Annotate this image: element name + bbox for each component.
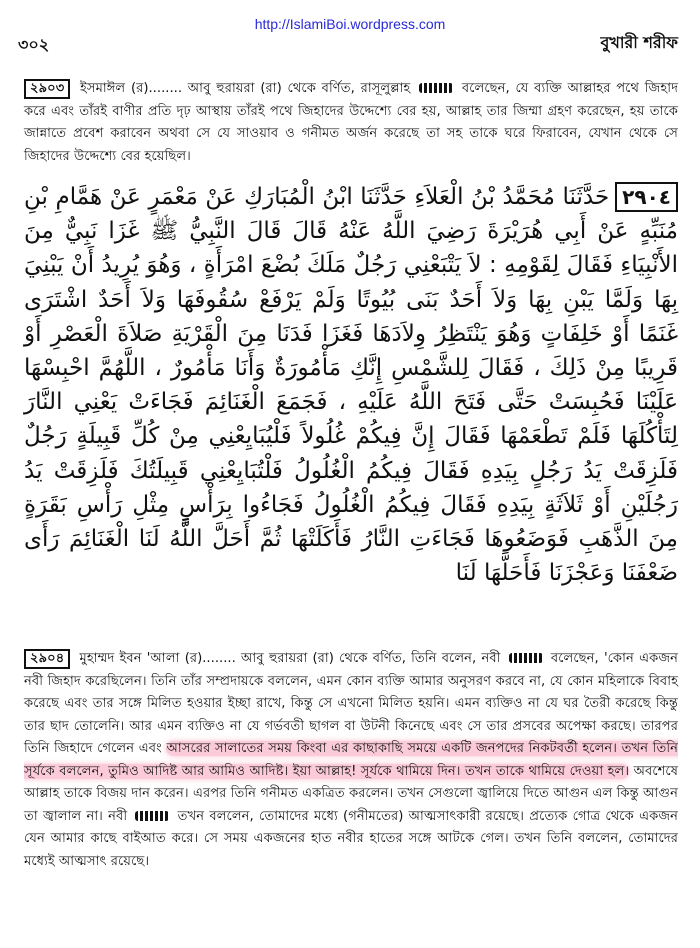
hadith-2903-bengali [24,78,678,168]
page-number: ৩০২ [18,35,50,54]
hadith-text-part: ইসমাঈল (র)........ আবু হুরায়রা (রা) থেকে বর্ণিত, রাসূলুল্লাহ [74,81,417,96]
hadith-2904-arabic [24,180,678,590]
arabic-hadith-number: ٢٩٠٤ [615,182,678,212]
hadith-2904-bengali [24,648,678,873]
hadith-text-part: মুহাম্মদ ইবন 'আলা (র)........ আবু হুরায়রা (রা) থেকে বর্ণিত, তিনি বলেন, নবী [74,651,506,666]
highlighted-passage: আসরের সালাতের সময় কিংবা এর কাছাকাছি সময়ে একটি জনপদের নিকটবর্তী হলেন। তখন তিনি সূর্যকে বললেন, তুমিও আদিষ্ট আর আমিও আদিষ্ট। ইয়া আল্লাহ! সূর্যকে থামিয়ে দিন। তখন তাকে থামিয়ে দেওয়া হল। [24,741,679,779]
hadith-text-part: অবশেষে আল্লাহ তাকে বিজয় দান করেন। এরপর তিনি গনীমত একত্রিত করলেন। তখন সেগুলো জ্বালিয়ে দিতে আগুন এল কিন্তু আগুন তা জ্বালাল না। নবী [24,763,678,824]
hadith-text-part: বলেছেন, 'কোন একজন নবী জিহাদ করেছিলেন। তিনি তাঁর সম্প্রদায়কে বললেন, এমন কোন ব্যক্তি আমার অনুসরণ করবে না, যে কোন মহিলাকে বিবাহ করেছে এবং তার সঙ্গে মিলিত হওয়ার ইচ্ছা রাখে, কিন্তু সে এখনো মিলিত হয়নি। এমন ব্যক্তিও না যে ঘর তৈরী করেছে কিন্তু তার ছাদ তোলেনি। আর এমন ব্যক্তিও না যে গর্ভবতী ছাগল বা উটনী কিনেছে এবং সে তার প্রসবের অপেক্ষা করছে। তারপর তিনি জিহাদে গেলেন এবং [24,651,678,756]
salutation-glyph-icon [419,83,453,93]
hadith-text-part: তখন বললেন, তোমাদের মধ্যে (গনীমতের) আত্মসাৎকারী রয়েছে। প্রত্যেক গোত্র থেকে একজন যেন আমার কাছে বাইআত করে। সে সময় একজনের হাত নবীর হাতের সঙ্গে আটকে গেল। তখন তিনি বললেন, তোমাদের মধ্যেই আত্মসাৎ রয়েছে। [24,808,679,869]
arabic-text: حَدَّثَنَا مُحَمَّدُ بْنُ الْعَلاَءِ حَدَّثَنَا ابْنُ الْمُبَارَكِ عَنْ مَعْمَرٍ عَنْ هَمَّامِ بْنِ مُنَبِّهٍ عَنْ أَبِي هُرَيْرَةَ رَضِيَ اللَّهُ عَنْهُ قَالَ قَالَ النَّبِيُّ ﷺ غَزَا نَبِيٌّ مِنَ الأَنْبِيَاءِ فَقَالَ لِقَوْمِهِ : لاَ يَتْبَعْنِي رَجُلٌ مَلَكَ بُضْعَ امْرَأَةٍ ، وَهُوَ يُرِيدُ أَنْ يَبْنِيَ بِهَا وَلَمَّا يَبْنِ بِهَا وَلاَ أَحَدٌ بَنَى بُيُوتًا وَلَمْ يَرْفَعْ سُقُوفَهَا وَلاَ أَحَدٌ اشْتَرَى غَنَمًا أَوْ خَلِفَاتٍ وَهُوَ يَنْتَظِرُ وِلاَدَهَا فَغَزَا فَدَنَا مِنَ الْقَرْيَةِ صَلاَةَ الْعَصْرِ أَوْ قَرِيبًا مِنْ ذَلِكَ ، فَقَالَ لِلشَّمْسِ إِنَّكِ مَأْمُورَةٌ وَأَنَا مَأْمُورٌ ، اللَّهُمَّ احْبِسْهَا عَلَيْنَا فَحُبِسَتْ حَتَّى فَتَحَ اللَّهُ عَلَيْهِ ، فَجَمَعَ الْغَنَائِمَ فَجَاءَتْ يَعْنِي النَّارَ لِتَأْكُلَهَا فَلَمْ تَطْعَمْهَا فَقَالَ إِنَّ فِيكُمْ غُلُولاً فَلْيُبَايِعْنِي مِنْ كُلِّ قَبِيلَةٍ رَجُلٌ فَلَزِقَتْ يَدُ رَجُلٍ بِيَدِهِ فَقَالَ فِيكُمُ الْغُلُولُ فَلْتُبَايِعْنِي قَبِيلَتُكَ فَلَزِقَتْ يَدُ رَجُلَيْنِ أَوْ ثَلاَثَةٍ بِيَدِهِ فَقَالَ فِيكُمُ الْغُلُولُ فَجَاءُوا بِرَأْسٍ مِثْلِ رَأْسِ بَقَرَةٍ مِنَ الذَّهَبِ فَوَضَعُوهَا فَجَاءَتِ النَّارُ فَأَكَلَتْهَا ثُمَّ أَحَلَّ اللَّهُ لَنَا الْغَنَائِمَ رَأَى ضَعْفَنَا وَعَجْزَنَا فَأَحَلَّهَا لَنَا [24,184,678,587]
hadith-number: ২৯০৩ [24,79,70,99]
salutation-glyph-icon [135,811,169,821]
hadith-text-part: বলেছেন, যে ব্যক্তি আল্লাহর পথে জিহাদ করে এবং তাঁরই বাণীর প্রতি দৃঢ় আস্থায় তাঁরই পথে জিহাদের উদ্দেশ্যে বের হয়, আল্লাহ তার জিম্মা গ্রহণ করেছেন, হয় তাকে জান্নাতে প্রবেশ করাবেন অথবা সে যে সাওয়াব ও গনীমত অর্জন করেছে তা সহ তাকে ঘরে ফিরাবেন, যেখান থেকে সে জিহাদের উদ্দেশ্যে বের হয়েছিল। [24,81,679,164]
hadith-number: ২৯০৪ [24,649,70,669]
salutation-glyph-icon [509,653,543,663]
book-title: বুখারী শরীফ [600,33,678,52]
watermark-url: http://IslamiBoi.wordpress.com [254,16,446,32]
